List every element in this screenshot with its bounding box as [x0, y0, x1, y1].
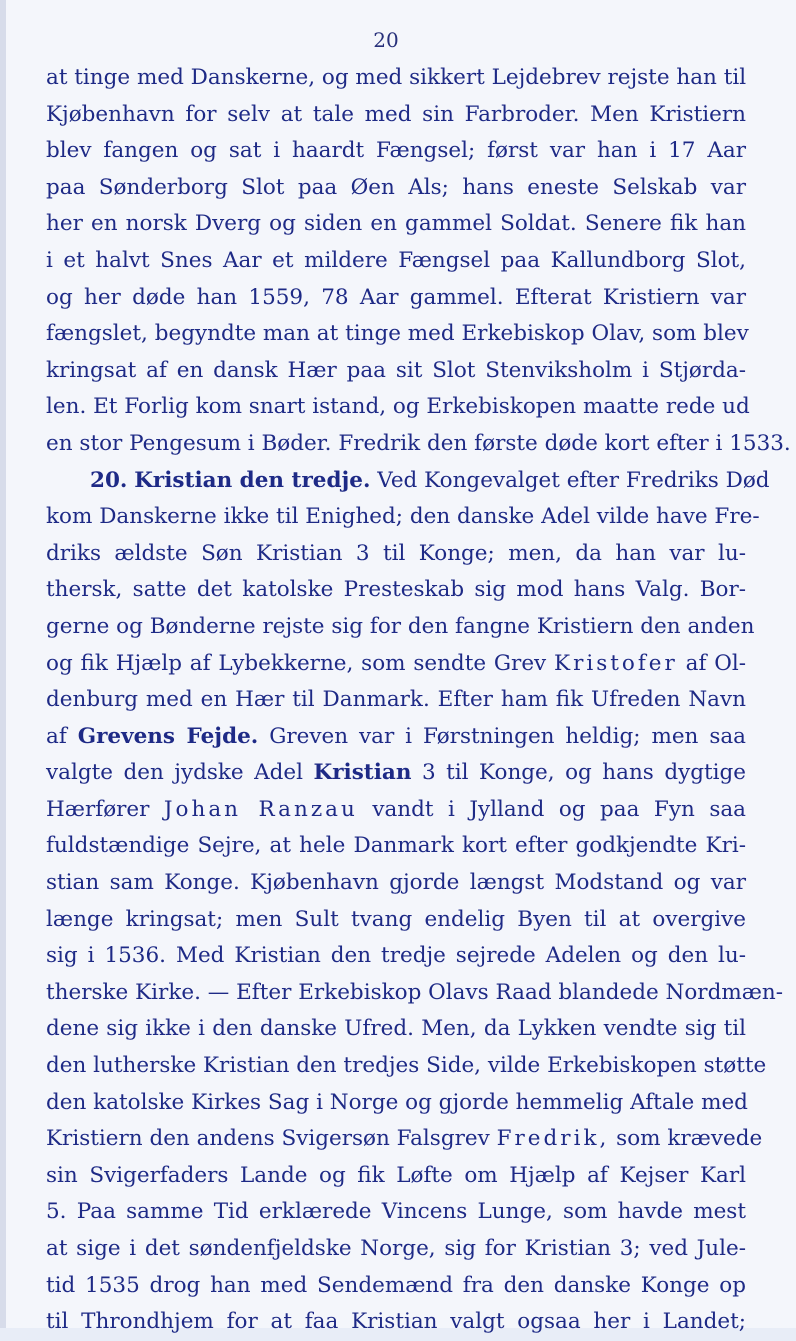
text-fragment: af Ol- — [685, 650, 746, 676]
text-line: stian sam Konge. Kjøbenhavn gjorde længst Modstand og var — [46, 870, 746, 896]
text-line: sig i 1536. Med Kristian den tredje sejrede Adelen og den lu- — [46, 943, 746, 969]
section-first-line: Ved Kongevalget efter Fredriks Død — [377, 467, 770, 493]
text-line: til Throndhjem for at faa Kristian valgt ogsaa her i Landet; — [46, 1309, 746, 1335]
text-fragment: af — [46, 723, 67, 749]
text-line — [46, 792, 746, 829]
text-line: længe kringsat; men Sult tvang endelig Byen til at overgive — [46, 906, 746, 932]
name-fredrik: Fredrik, — [496, 1126, 610, 1152]
text-line: kom Danskerne ikke til Enighed; den danske Adel vilde have Fre- — [46, 504, 760, 530]
text-line: len. Et Forlig kom snart istand, og Erkebiskopen maatte rede ud — [46, 394, 750, 420]
text-line — [46, 646, 746, 683]
text-line: kringsat af en dansk Hær paa sit Slot Stenviksholm i Stjørda- — [46, 357, 746, 383]
section-heading-line — [46, 463, 770, 500]
page-number: 20 — [373, 28, 399, 52]
text-line: at sige i det søndenfjeldske Norge, sig for Kristian 3; ved Jule- — [46, 1236, 746, 1261]
text-fragment: vandt i Jylland og paa Fyn saa — [372, 796, 746, 822]
text-line: thersk, satte det katolske Presteskab sig mod hans Valg. Bor- — [46, 577, 746, 603]
text-line: en stor Pengesum i Bøder. Fredrik den første døde kort efter i 1533. — [46, 430, 791, 456]
name-kristian: Kristian — [313, 760, 412, 786]
text-line: her en norsk Dverg og siden en gammel Soldat. Senere fik han — [46, 211, 746, 237]
text-line: blev fangen og sat i haardt Fængsel; først var han i 17 Aar — [46, 138, 746, 164]
text-line: driks ældste Søn Kristian 3 til Konge; men, da han var lu- — [46, 540, 746, 566]
text-line: fuldstændige Sejre, at hele Danmark kort efter godkjendte Kri- — [46, 833, 746, 859]
text-line — [46, 755, 746, 792]
text-line: dene sig ikke i den danske Ufred. Men, da Lykken vendte sig til — [46, 1016, 746, 1042]
text-line: og her døde han 1559, 78 Aar gammel. Efterat Kristiern var — [46, 284, 746, 310]
text-line: therske Kirke. — Efter Erkebiskop Olavs Raad blandede Nordmæn- — [46, 979, 784, 1005]
section-heading: Kristian den tredje. — [134, 467, 371, 493]
text-line: Kjøbenhavn for selv at tale med sin Farbroder. Men Kristiern — [46, 101, 746, 127]
text-line: tid 1535 drog han med Sendemænd fra den danske Konge op — [46, 1272, 746, 1298]
text-line: den katolske Kirkes Sag i Norge og gjorde hemmelig Aftale med — [46, 1089, 748, 1115]
text-line — [46, 719, 746, 756]
name-johan-ranzau: Johan Ranzau — [163, 796, 358, 822]
text-line — [46, 1121, 763, 1158]
text-fragment: Greven var i Førstningen heldig; men saa — [269, 723, 746, 749]
term-grevens-fejde: Grevens Fejde. — [77, 723, 259, 749]
text-line: sin Svigerfaders Lande og fik Løfte om Hjælp af Kejser Karl — [46, 1162, 746, 1188]
text-fragment: Kristiern den andens Svigersøn Falsgrev — [46, 1126, 490, 1152]
text-fragment: og fik Hjælp af Lybekkerne, som sendte Grev — [46, 650, 547, 676]
text-line: at tinge med Danskerne, og med sikkert Lejdebrev rejste han til — [46, 65, 747, 90]
text-line: den lutherske Kristian den tredjes Side, vilde Erkebiskopen støtte — [46, 1053, 767, 1079]
text-line: paa Sønderborg Slot paa Øen Als; hans eneste Selskab var — [46, 174, 746, 200]
body-text — [46, 60, 791, 1341]
text-line: i et halvt Snes Aar et mildere Fængsel paa Kallundborg Slot, — [46, 247, 746, 273]
text-line: fængslet, begyndte man at tinge med Erkebiskop Olav, som blev — [46, 321, 749, 347]
text-line: gerne og Bønderne rejste sig for den fangne Kristiern den anden — [46, 613, 755, 639]
text-line: denburg med en Hær til Danmark. Efter ham fik Ufreden Navn — [46, 687, 746, 713]
text-line: 5. Paa samme Tid erklærede Vincens Lunge, som havde mest — [46, 1199, 746, 1225]
text-fragment: Hærfører — [46, 796, 150, 822]
text-fragment: som krævede — [616, 1126, 763, 1152]
text-fragment: 3 til Konge, og hans dygtige — [421, 760, 746, 786]
name-kristofer: Kristofer — [554, 650, 678, 676]
section-number: 20. — [90, 467, 128, 493]
text-fragment: valgte den jydske Adel — [46, 760, 304, 786]
